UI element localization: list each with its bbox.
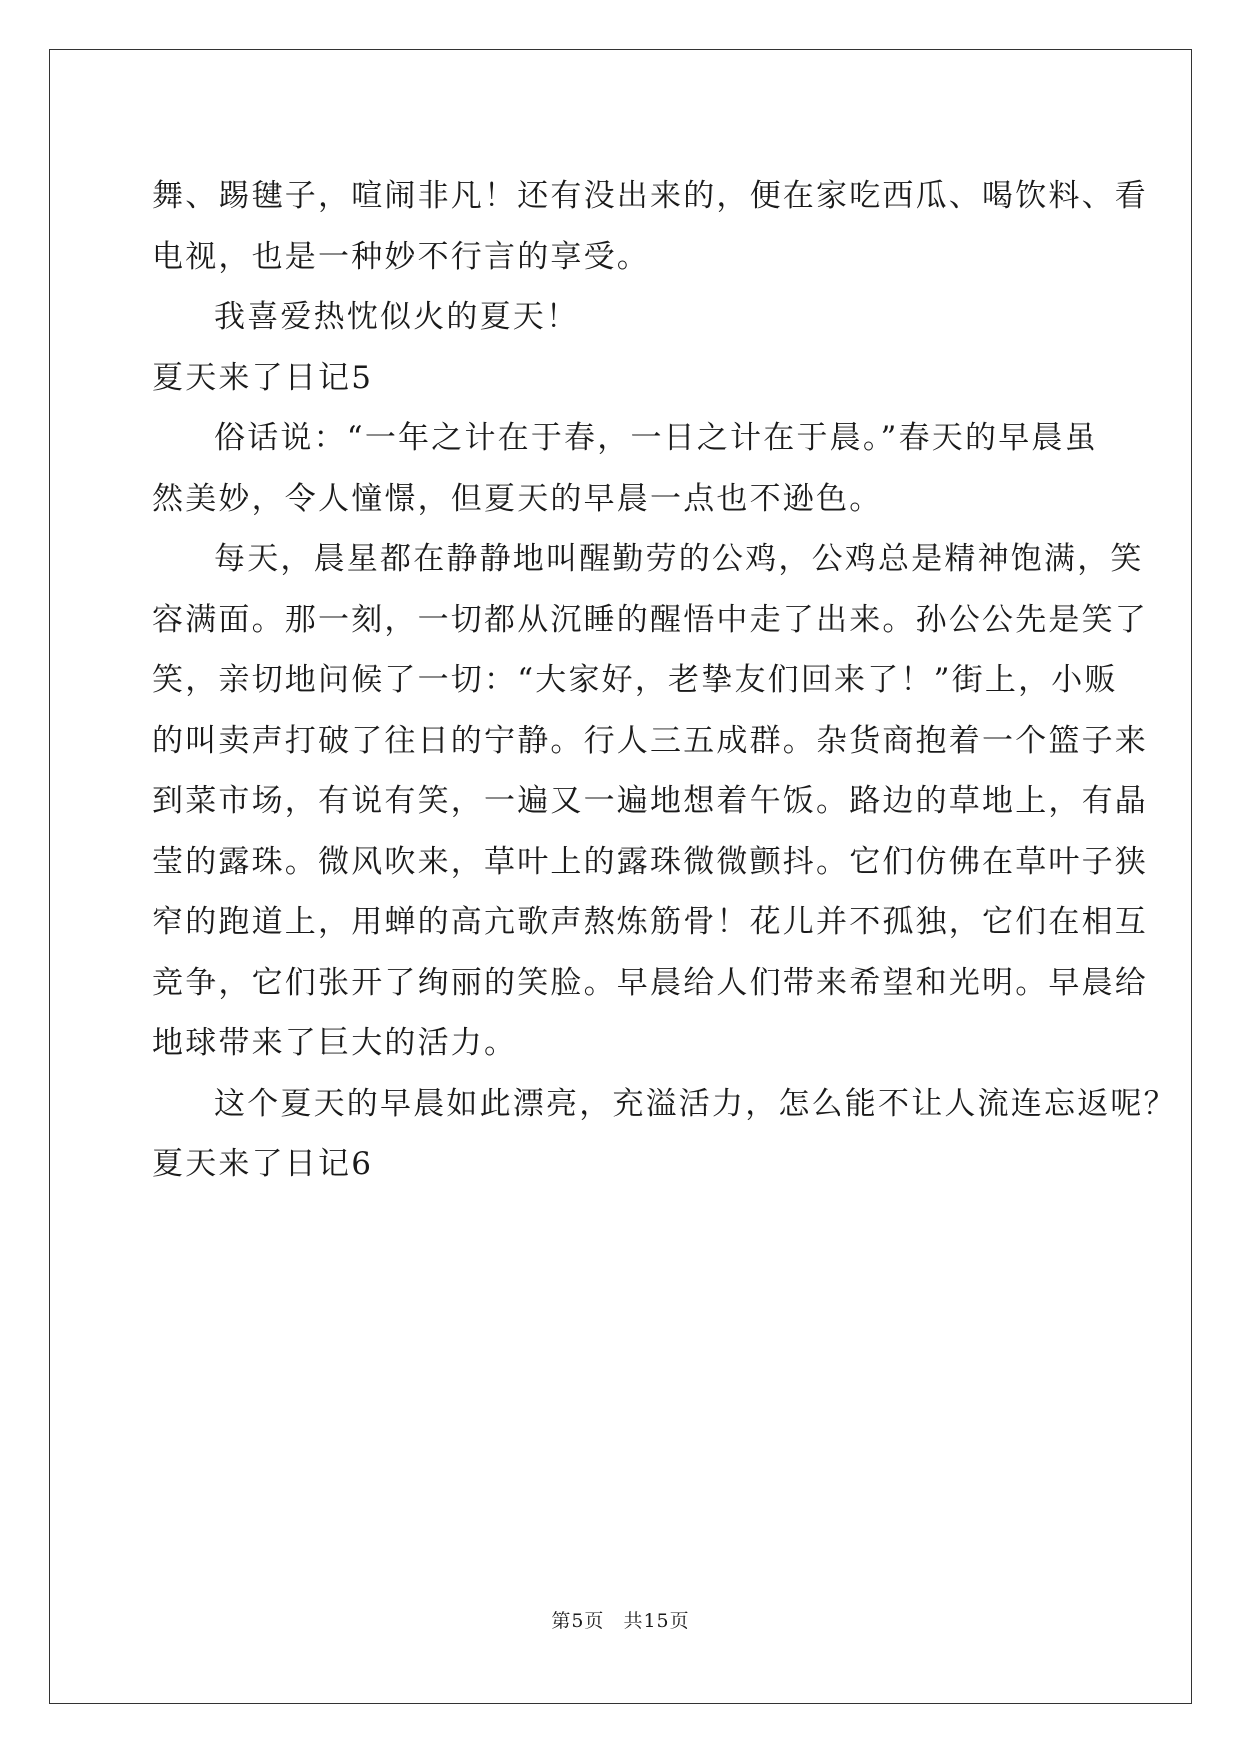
text-line: 到菜市场，有说有笑，一遍又一遍地想着午饭。路边的草地上，有晶 — [152, 783, 1148, 819]
document-body — [152, 166, 1177, 1195]
text-line: 我喜爱热忱似火的夏天！ — [214, 299, 580, 335]
text-line: 舞、踢毽子，喧闹非凡！还有没出来的，便在家吃西瓜、喝饮料、看 — [152, 178, 1148, 214]
page-footer — [0, 1606, 1241, 1633]
text-line: 笑，亲切地问候了一切：“大家好，老挚友们回来了！”街上，小贩 — [152, 662, 1118, 698]
text-line: 这个夏天的早晨如此漂亮，充溢活力，怎么能不让人流连忘返呢？ — [214, 1085, 1177, 1122]
text-line: 容满面。那一刻，一切都从沉睡的醒悟中走了出来。孙公公先是笑了 — [152, 601, 1148, 638]
text-line: 俗话说：“一年之计在于春，一日之计在于晨。”春天的早晨虽 — [214, 420, 1098, 456]
text-line: 地球带来了巨大的活力。 — [152, 1025, 518, 1061]
text-line: 窄的跑道上，用蝉的高亢歌声熬炼筋骨！花儿并不孤独，它们在相互 — [152, 904, 1148, 940]
total-pages: 共15页 — [623, 1610, 690, 1632]
text-line: 然美妙，令人憧憬，但夏天的早晨一点也不逊色。 — [152, 480, 883, 517]
text-line: 每天，晨星都在静静地叫醒勤劳的公鸡，公鸡总是精神饱满，笑 — [214, 541, 1144, 577]
section-heading: 夏天来了日记6 — [152, 1146, 374, 1182]
page-number: 第5页 — [551, 1610, 605, 1632]
text-line: 莹的露珠。微风吹来，草叶上的露珠微微颤抖。它们仿佛在草叶子狭 — [152, 843, 1148, 880]
text-line: 竞争，它们张开了绚丽的笑脸。早晨给人们带来希望和光明。早晨给 — [152, 964, 1148, 1001]
text-line: 电视，也是一种妙不行言的享受。 — [152, 238, 650, 275]
text-line: 的叫卖声打破了往日的宁静。行人三五成群。杂货商抱着一个篮子来 — [152, 722, 1148, 759]
section-heading: 夏天来了日记5 — [152, 359, 374, 396]
